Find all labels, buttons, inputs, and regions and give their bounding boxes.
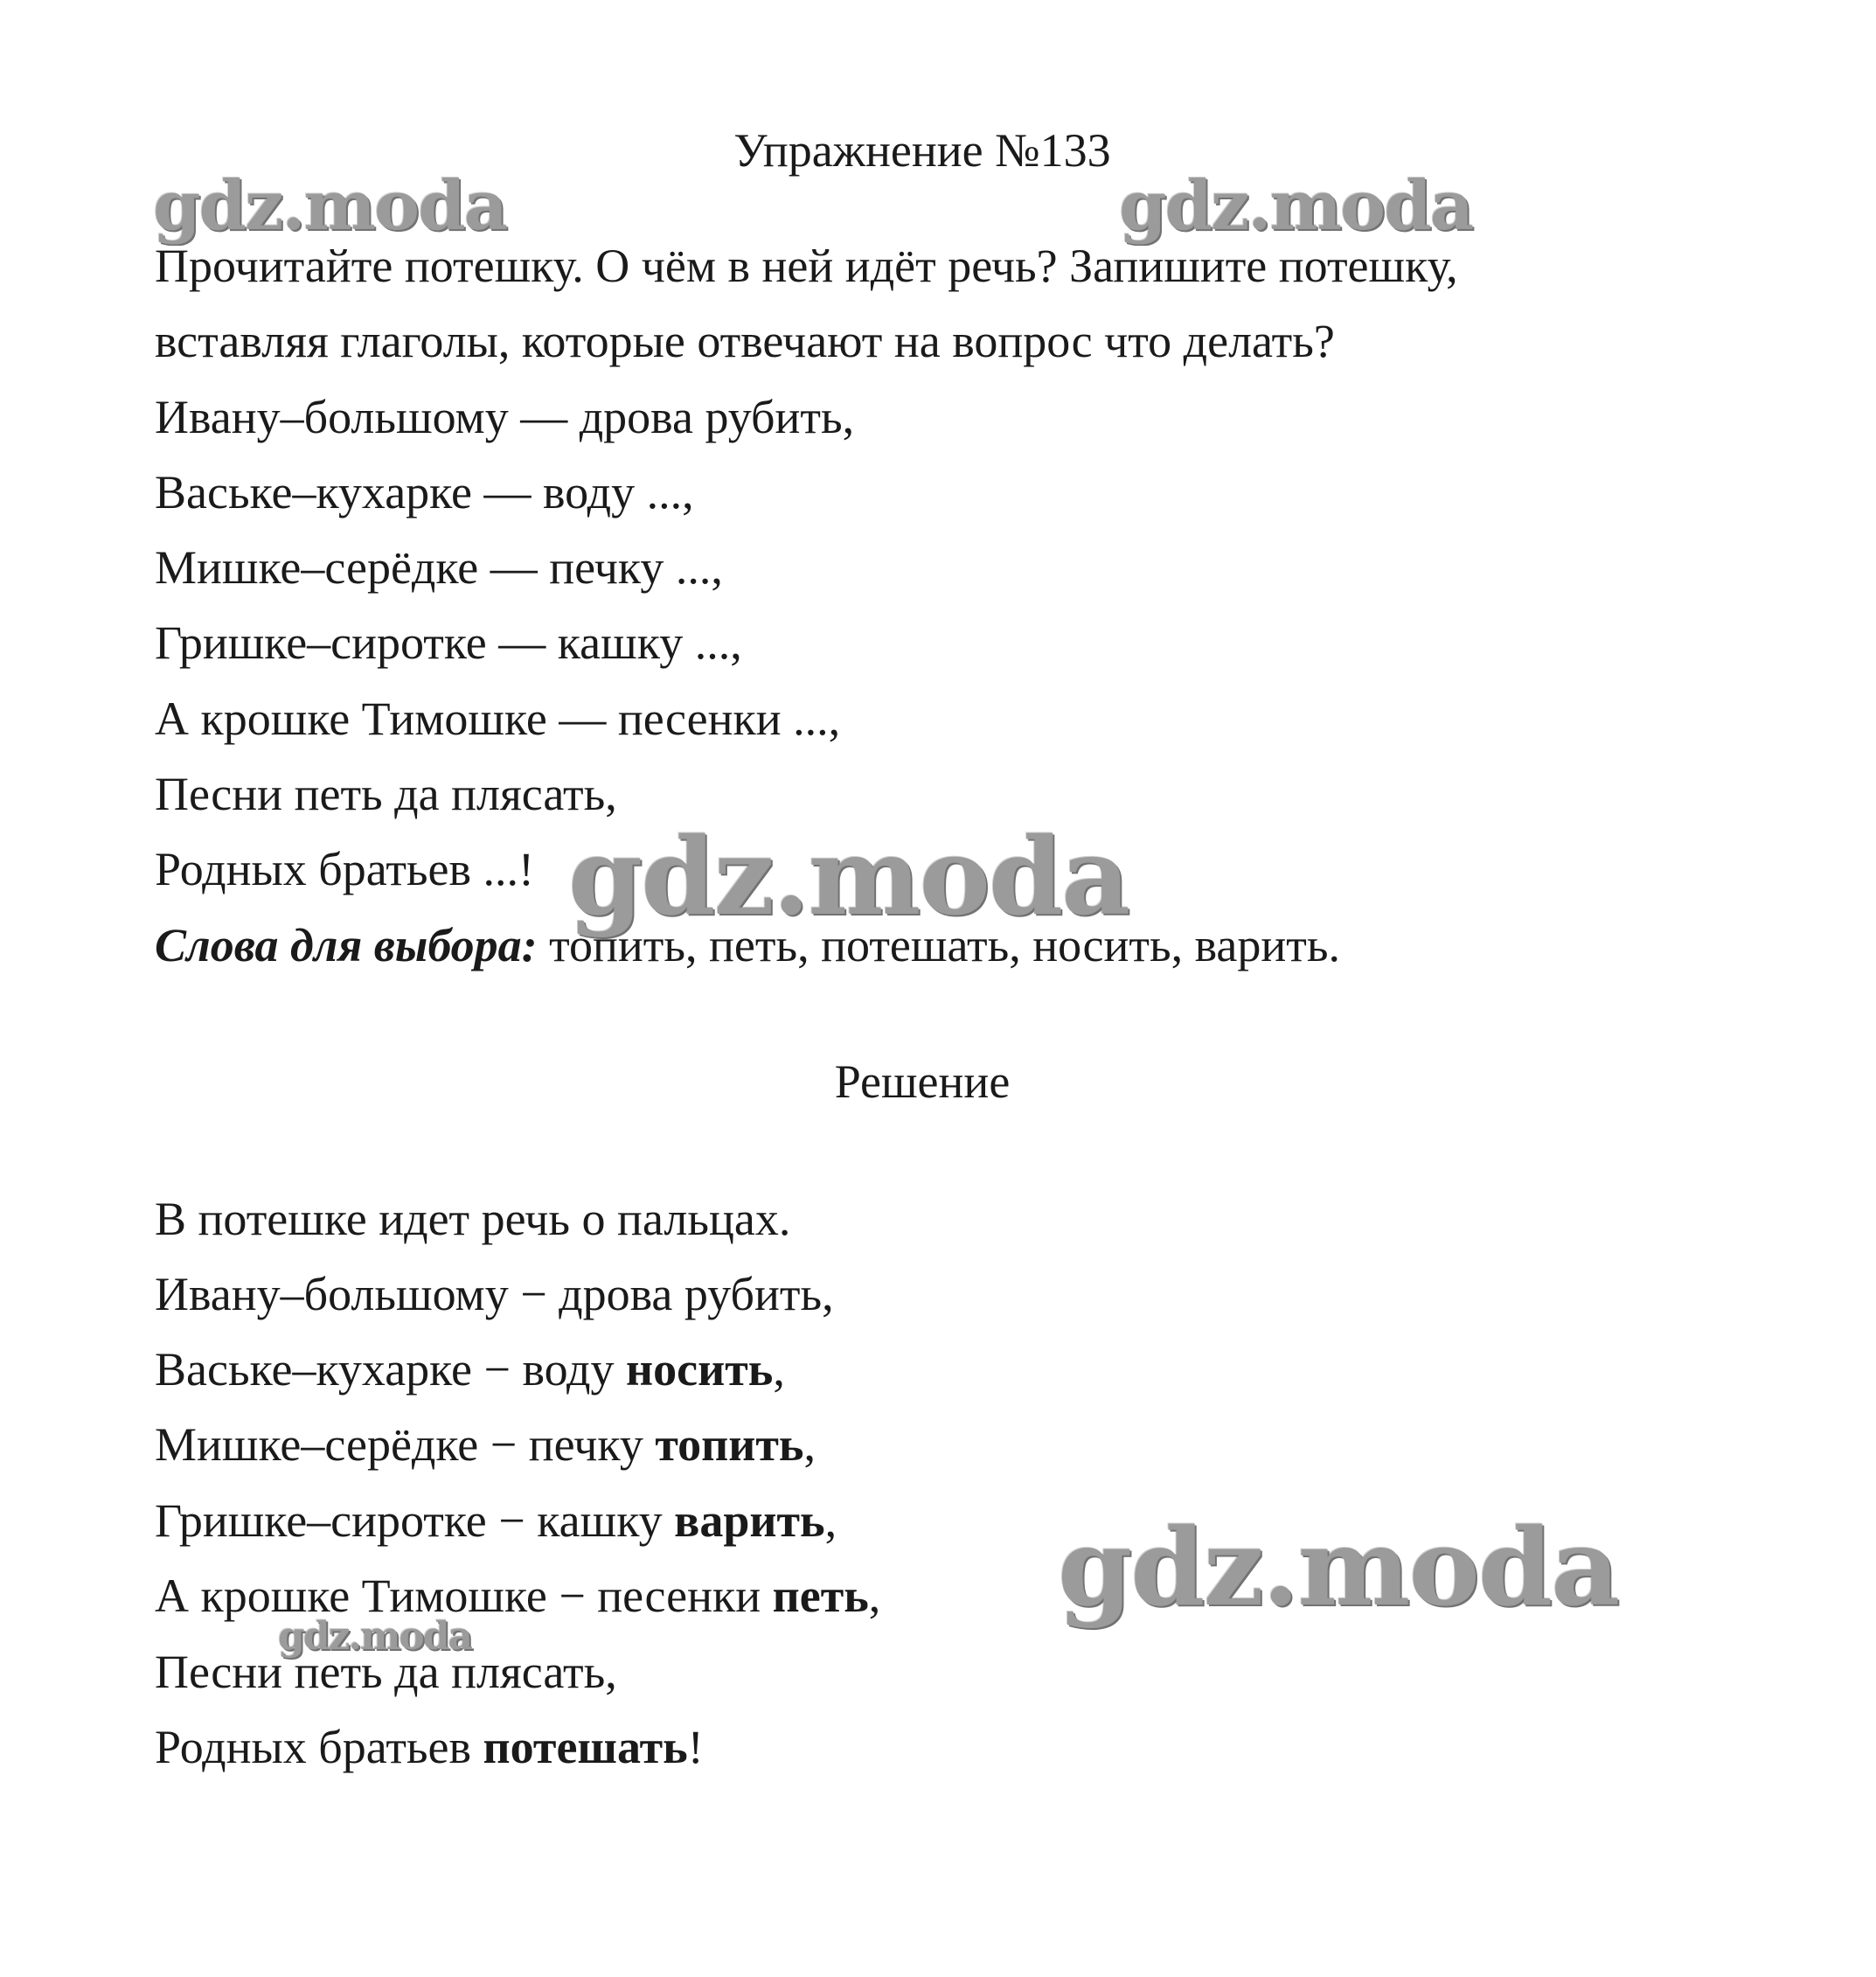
poem-line: Ваське–кухарке — воду ..., <box>155 466 694 519</box>
poem-line: Песни петь да плясать, <box>155 768 617 820</box>
exercise-title: Упражнение №133 <box>733 124 1111 177</box>
solution-text: Мишке–серёдке − печку <box>155 1418 656 1471</box>
solution-text: Ваське–кухарке − воду <box>155 1343 627 1396</box>
inserted-verb: варить <box>674 1494 825 1547</box>
solution-punct: ! <box>687 1721 704 1773</box>
solution-line <box>155 1568 880 1624</box>
task-text-line: Прочитайте потешку. О чём в ней идёт речь? Запишите потешку, <box>155 240 1458 292</box>
solution-line: Песни петь да плясать, <box>155 1646 617 1698</box>
word-choice-label: Слова для выбора: <box>155 919 538 971</box>
solution-title: Решение <box>834 1055 1011 1108</box>
word-choice-words: топить, петь, потешать, носить, варить. <box>537 919 1340 971</box>
solution-line <box>155 1341 785 1397</box>
solution-punct: , <box>803 1418 816 1471</box>
watermark-logo: gdz.moda <box>1058 1504 1619 1630</box>
inserted-verb: потешать <box>483 1721 688 1773</box>
watermark-logo: gdz.moda <box>1119 166 1473 246</box>
solution-answer: В потешке идет речь о пальцах. <box>155 1193 791 1245</box>
poem-line: Гришке–сиротке — кашку ..., <box>155 616 742 669</box>
solution-text: Гришке–сиротке − кашку <box>155 1494 675 1547</box>
poem-line: А крошке Тимошке — песенки ..., <box>155 693 841 745</box>
poem-line: Родных братьев ...! <box>155 843 535 895</box>
solution-line <box>155 1493 837 1549</box>
word-choice-line <box>155 917 1340 973</box>
inserted-verb: петь <box>772 1570 869 1622</box>
solution-punct: , <box>868 1570 881 1622</box>
solution-punct: , <box>773 1343 785 1396</box>
solution-line <box>155 1417 816 1472</box>
inserted-verb: носить <box>626 1343 774 1396</box>
solution-text: А крошке Тимошке − песенки <box>155 1570 773 1622</box>
inserted-verb: топить <box>655 1418 804 1471</box>
watermark-logo: gdz.moda <box>153 166 507 246</box>
solution-punct: , <box>824 1494 837 1547</box>
watermark-logo: gdz.moda <box>568 813 1129 939</box>
poem-line: Мишке–серёдке — печку ..., <box>155 541 723 594</box>
solution-text: Родных братьев <box>155 1721 483 1773</box>
poem-line: Ивану–большому — дрова рубить, <box>155 391 855 443</box>
watermark-logo: gdz.moda <box>278 1614 472 1659</box>
task-text-line: вставляя глаголы, которые отвечают на вопрос что делать? <box>155 315 1335 367</box>
solution-line <box>155 1719 704 1775</box>
solution-line: Ивану–большому − дрова рубить, <box>155 1268 834 1320</box>
